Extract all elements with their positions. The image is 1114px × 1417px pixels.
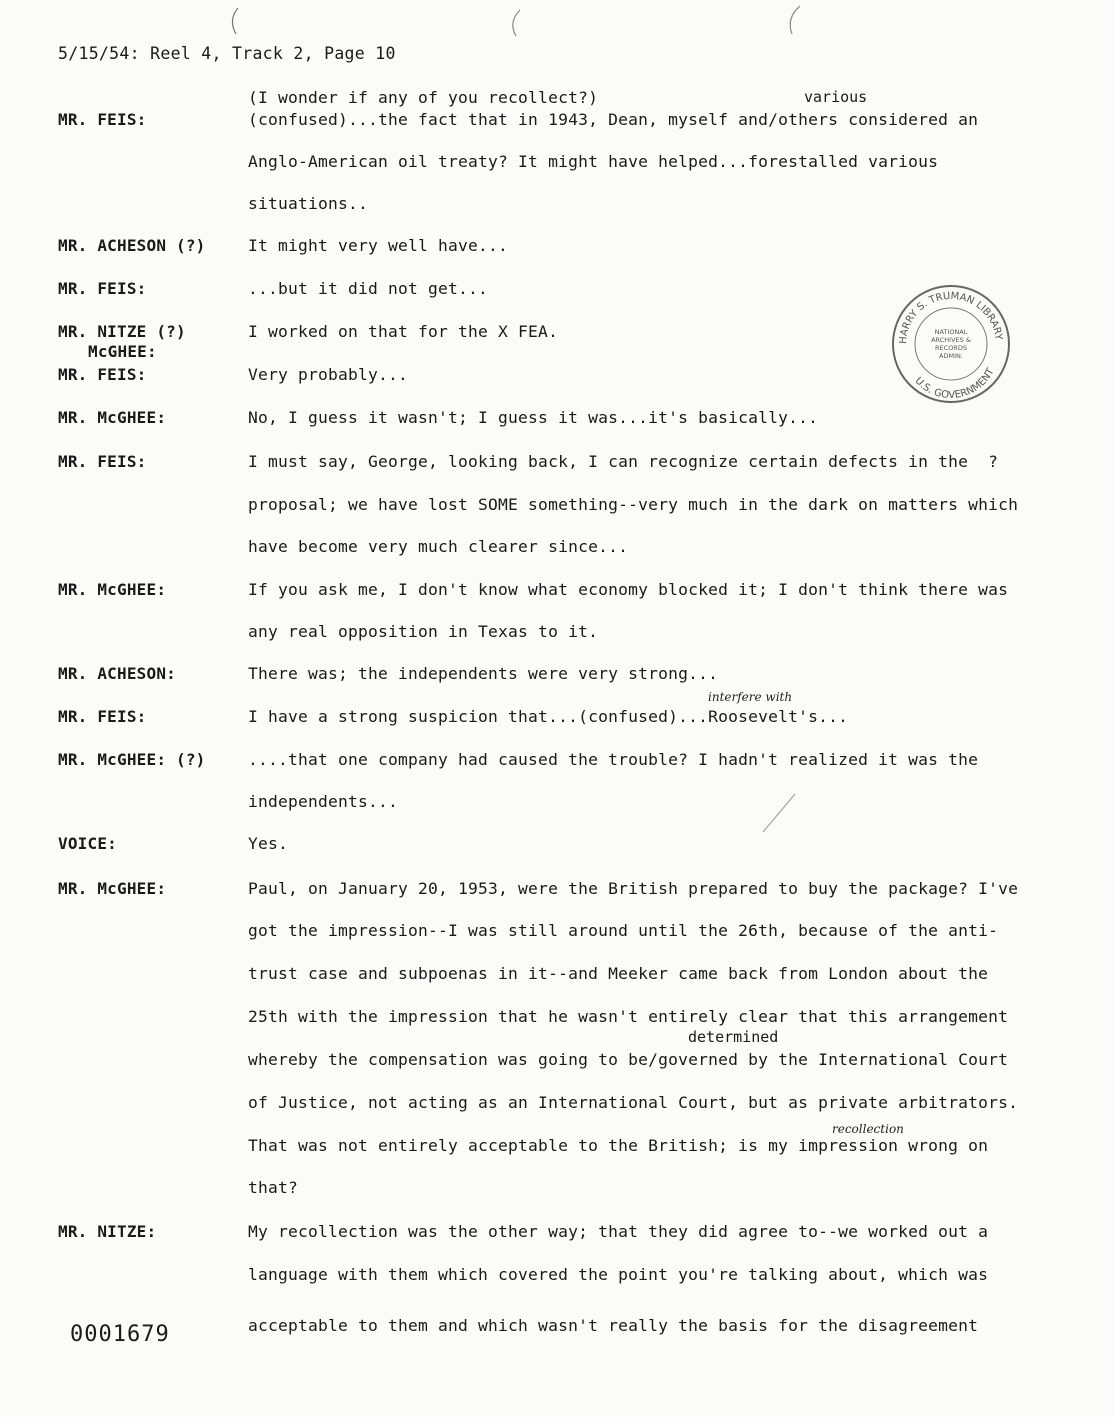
punch-hole-marks: [0, 0, 1114, 40]
transcript-line: proposal; we have lost SOME something--very much in the dark on matters which: [248, 495, 1019, 514]
speaker-label: MR. ACHESON (?): [58, 236, 206, 255]
library-stamp: [890, 283, 1012, 405]
transcript-line: any real opposition in Texas to it.: [248, 622, 599, 641]
speaker-label: MR. ACHESON:: [58, 664, 176, 683]
stamp-ring-top-text: HARRY S. TRUMAN LIBRARY: [897, 290, 1004, 345]
speaker-label: MR. FEIS:: [58, 110, 147, 129]
transcript-line: No, I guess it wasn't; I guess it was...it's basically...: [248, 408, 819, 427]
transcript-line: Yes.: [248, 834, 289, 853]
transcript-line: whereby the compensation was going to be/governed by the International Court: [248, 1050, 1009, 1069]
speaker-label: MR. McGHEE:: [58, 879, 167, 898]
transcript-line: ....that one company had caused the trouble? I hadn't realized it was the: [248, 750, 979, 769]
transcript-line: I have a strong suspicion that...(confused)...Roosevelt's...: [248, 707, 849, 726]
stamp-center-line: ADMIN.: [939, 352, 963, 360]
speaker-label: MR. NITZE:: [58, 1222, 157, 1241]
transcript-line: trust case and subpoenas in it--and Meeker came back from London about the: [248, 964, 989, 983]
transcript-line: My recollection was the other way; that they did agree to--we worked out a: [248, 1222, 989, 1241]
speaker-label: MR. FEIS:: [58, 279, 147, 298]
transcript-line: (I wonder if any of you recollect?): [248, 88, 599, 107]
transcript-line: that?: [248, 1178, 299, 1197]
transcript-line: language with them which covered the point you're talking about, which was: [248, 1265, 989, 1284]
handwritten-insertion: recollection: [832, 1122, 904, 1136]
speaker-label: MR. McGHEE:: [58, 408, 167, 427]
transcript-line: I must say, George, looking back, I can recognize certain defects in the ?: [248, 452, 999, 471]
speaker-label: VOICE:: [58, 834, 117, 853]
document-number: 0001679: [70, 1322, 170, 1347]
transcript-line: That was not entirely acceptable to the British; is my impression wrong on: [248, 1136, 989, 1155]
speaker-label: MR. FEIS:: [58, 365, 147, 384]
speaker-label: MR. McGHEE:: [58, 580, 167, 599]
speaker-label: MR. NITZE (?): [58, 322, 186, 341]
transcript-line: acceptable to them and which wasn't really the basis for the disagreement: [248, 1316, 979, 1335]
transcript-line: There was; the independents were very strong...: [248, 664, 719, 683]
page-header: 5/15/54: Reel 4, Track 2, Page 10: [58, 44, 396, 63]
stamp-ring-bottom-text: U.S. GOVERNMENT: [912, 366, 997, 402]
transcript-line: independents...: [248, 792, 399, 811]
transcript-line: ...but it did not get...: [248, 279, 489, 298]
speaker-label: MR. FEIS:: [58, 707, 147, 726]
transcript-line: (confused)...the fact that in 1943, Dean, myself and/others considered an: [248, 110, 979, 129]
interlinear-insertion: various: [804, 88, 868, 106]
interlinear-insertion: determined: [688, 1028, 779, 1046]
transcript-line: got the impression--I was still around until the 26th, because of the anti-: [248, 921, 999, 940]
speaker-label: MR. McGHEE: (?): [58, 750, 206, 769]
transcript-line: 25th with the impression that he wasn't entirely clear that this arrangement: [248, 1007, 1009, 1026]
transcript-line: I worked on that for the X FEA.: [248, 322, 559, 341]
stamp-center-line: ARCHIVES &: [931, 336, 971, 344]
speaker-label: MR. FEIS:: [58, 452, 147, 471]
speaker-label-correction: McGHEE:: [88, 342, 157, 361]
stamp-center-line: NATIONAL: [934, 328, 968, 336]
transcript-line: have become very much clearer since...: [248, 537, 629, 556]
transcript-line: Very probably...: [248, 365, 409, 384]
transcript-line: If you ask me, I don't know what economy blocked it; I don't think there was: [248, 580, 1009, 599]
transcript-line: Anglo-American oil treaty? It might have helped...forestalled various: [248, 152, 939, 171]
handwritten-insertion: interfere with: [708, 690, 793, 704]
transcript-line: of Justice, not acting as an International Court, but as private arbitrators.: [248, 1093, 1019, 1112]
stamp-center-line: RECORDS: [935, 344, 967, 352]
transcript-line: situations..: [248, 194, 369, 213]
pencil-mark: [755, 790, 805, 840]
transcript-line: It might very well have...: [248, 236, 509, 255]
transcript-line: Paul, on January 20, 1953, were the British prepared to buy the package? I've: [248, 879, 1019, 898]
